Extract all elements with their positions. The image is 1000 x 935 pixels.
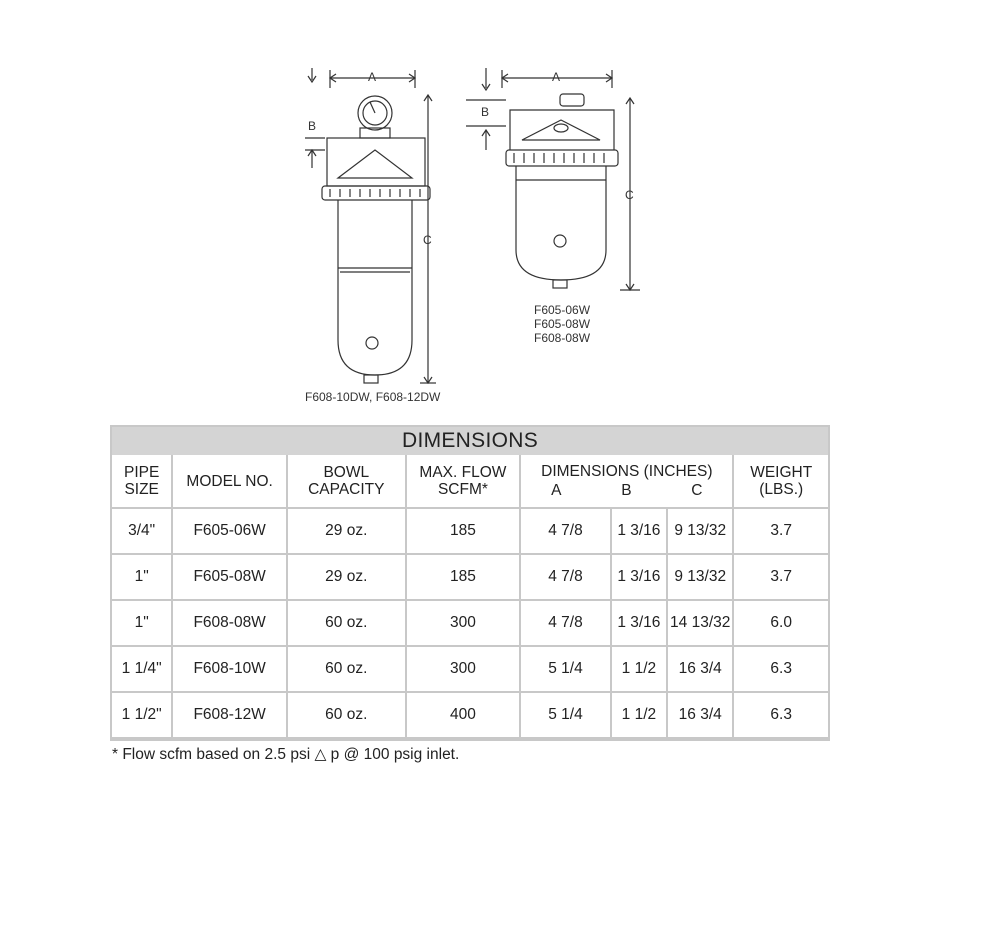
table-body — [112, 508, 828, 738]
table-title: DIMENSIONS — [112, 427, 828, 455]
cell-bowl-capacity: 29 oz. — [287, 508, 406, 554]
large-filter-drawing — [305, 68, 436, 383]
cell-weight: 6.0 — [733, 600, 828, 646]
small-filter-caption — [534, 303, 590, 345]
header-model-no: MODEL NO. — [172, 455, 287, 508]
cell-dim-b: 1 3/16 — [611, 554, 667, 600]
small-filter-model-2: F605-08W — [534, 317, 591, 331]
filter-line-drawings — [0, 0, 1000, 420]
cell-pipe-size: 1 1/2" — [112, 692, 172, 738]
table-row — [112, 508, 828, 554]
large-filter-caption: F608-10DW, F608-12DW — [305, 390, 441, 404]
table-row — [112, 646, 828, 692]
cell-dim-a: 4 7/8 — [520, 554, 611, 600]
cell-weight: 6.3 — [733, 692, 828, 738]
cell-dim-a: 4 7/8 — [520, 600, 611, 646]
small-filter-model-3: F608-08W — [534, 331, 591, 345]
small-filter-model-1: F605-06W — [534, 303, 591, 317]
header-dim-b: B — [621, 482, 632, 499]
cell-dim-a: 5 1/4 — [520, 692, 611, 738]
cell-pipe-size: 3/4" — [112, 508, 172, 554]
table-row — [112, 554, 828, 600]
cell-dim-a: 4 7/8 — [520, 508, 611, 554]
dim-c-right: C — [625, 188, 634, 202]
dim-b-left: B — [308, 119, 317, 133]
header-dim-c: C — [691, 482, 703, 499]
header-bowl-capacity: BOWL CAPACITY — [287, 455, 406, 508]
cell-dim-c: 14 13/32 — [667, 600, 733, 646]
cell-weight: 6.3 — [733, 646, 828, 692]
cell-dim-b: 1 1/2 — [611, 692, 667, 738]
cell-max-flow: 300 — [406, 600, 521, 646]
cell-bowl-capacity: 60 oz. — [287, 646, 406, 692]
small-filter-drawing — [466, 68, 640, 290]
dimensions-table — [110, 425, 830, 741]
cell-model-no: F608-10W — [172, 646, 287, 692]
header-pipe-size: PIPE SIZE — [124, 464, 160, 498]
cell-bowl-capacity: 29 oz. — [287, 554, 406, 600]
cell-model-no: F605-08W — [172, 554, 287, 600]
cell-dim-c: 16 3/4 — [667, 646, 733, 692]
cell-bowl-capacity: 60 oz. — [287, 600, 406, 646]
dim-c-left: C — [423, 233, 432, 247]
cell-dim-c: 9 13/32 — [667, 554, 733, 600]
header-dimensions-label: DIMENSIONS (INCHES) — [541, 463, 713, 480]
cell-model-no: F608-08W — [172, 600, 287, 646]
cell-model-no: F605-06W — [172, 508, 287, 554]
flow-footnote: * Flow scfm based on 2.5 psi △ p @ 100 psig inlet. — [112, 746, 460, 763]
header-max-flow: MAX. FLOW SCFM* — [406, 455, 521, 508]
cell-pipe-size: 1 1/4" — [112, 646, 172, 692]
cell-model-no: F608-12W — [172, 692, 287, 738]
cell-pipe-size: 1" — [112, 554, 172, 600]
cell-dim-c: 9 13/32 — [667, 508, 733, 554]
cell-max-flow: 185 — [406, 554, 521, 600]
dim-b-right: B — [481, 105, 490, 119]
cell-max-flow: 185 — [406, 508, 521, 554]
cell-weight: 3.7 — [733, 554, 828, 600]
table-row — [112, 692, 828, 738]
cell-max-flow: 400 — [406, 692, 521, 738]
header-weight: WEIGHT (LBS.) — [733, 455, 828, 508]
cell-dim-b: 1 3/16 — [611, 508, 667, 554]
cell-bowl-capacity: 60 oz. — [287, 692, 406, 738]
filter-drawings — [0, 0, 1000, 420]
dim-a-right: A — [552, 70, 561, 84]
cell-dim-c: 16 3/4 — [667, 692, 733, 738]
table-row — [112, 600, 828, 646]
cell-dim-b: 1 3/16 — [611, 600, 667, 646]
header-dim-a: A — [551, 482, 562, 499]
cell-max-flow: 300 — [406, 646, 521, 692]
header-dimensions — [520, 455, 733, 508]
cell-pipe-size: 1" — [112, 600, 172, 646]
dim-a-left: A — [368, 70, 377, 84]
cell-weight: 3.7 — [733, 508, 828, 554]
cell-dim-a: 5 1/4 — [520, 646, 611, 692]
cell-dim-b: 1 1/2 — [611, 646, 667, 692]
